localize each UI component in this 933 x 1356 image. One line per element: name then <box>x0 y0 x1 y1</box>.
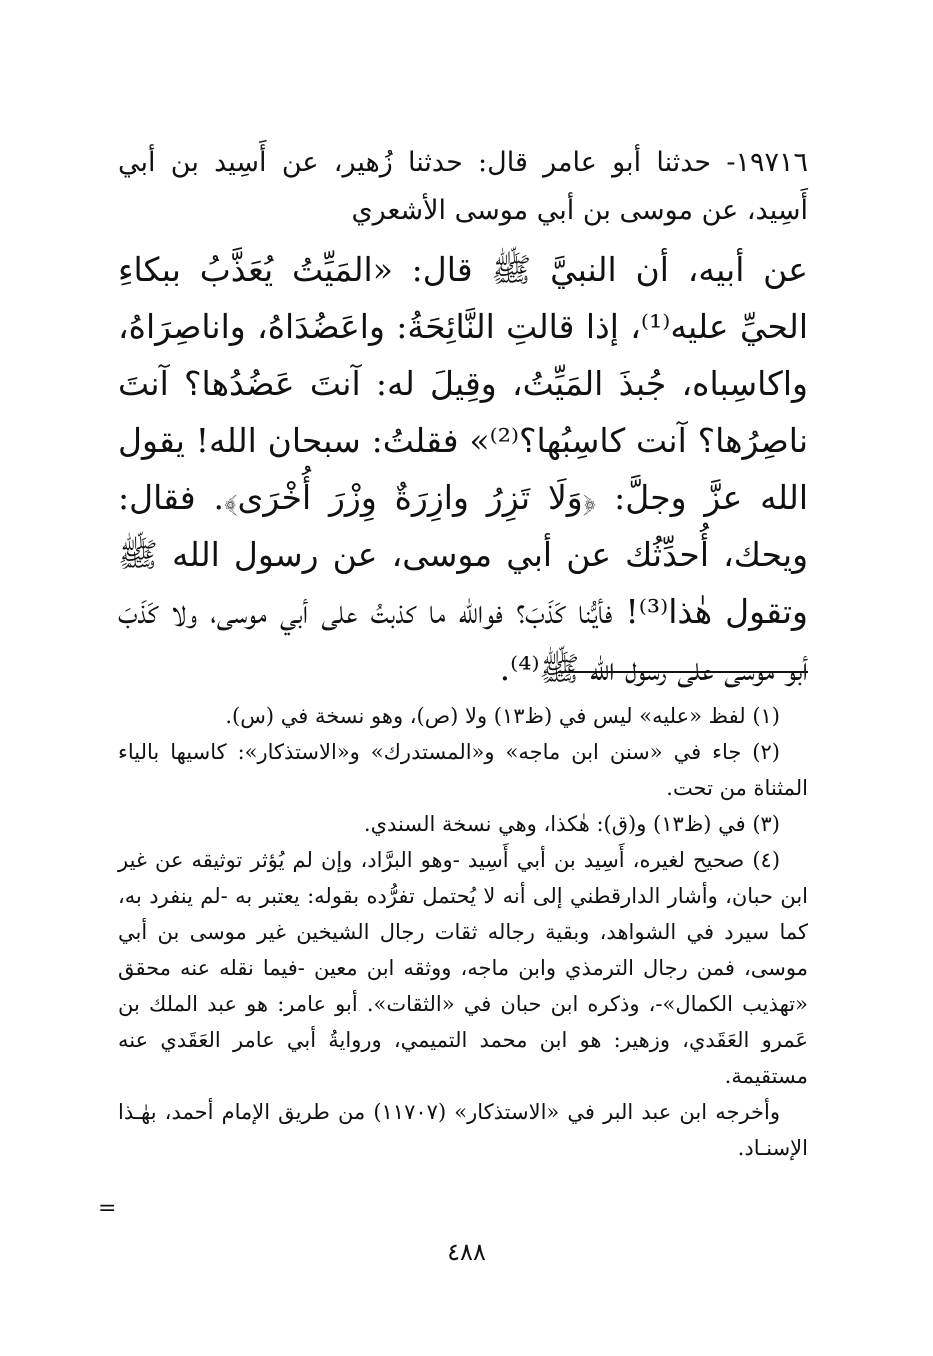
continuation-mark: = <box>98 1196 117 1221</box>
page-number: ٤٨٨ <box>447 1238 486 1266</box>
footnote-2: (٢) جاء في «سنن ابن ماجه» و«المستدرك» و«الاستذكار»: كاسيها بالياء المثناة من تحت. <box>118 740 808 800</box>
footnote-1: (١) لفظ «عليه» ليس في (ظ١٣) ولا (ص)، وهو نسخة في (س). <box>225 704 780 728</box>
hadith-text: عن أبيه، أن النبيَّ ﷺ قال: «المَيِّتُ يُعَذَّبُ ببكاءِ الحيِّ عليه⁽¹⁾، إذا قالتِ النَّائِحَةُ: واعَضُدَاهُ، واناصِرَاهُ، واكاسِباه، جُبذَ المَيِّتُ، وقِيلَ له: آنتَ عَضُدُها؟ آنتَ ناصِرُها؟ آنت كاسِبُها؟⁽²⁾» فقلتُ: سبحان الله! يقول الله عزَّ وجلَّ: ﴿وَلَا تَزِرُ وازِرَةٌ وِزْرَ أُخْرَى﴾. فقال: ويحك، أُحدِّثُك عن أبي موسى، عن رسول الله ﷺ وتقول هٰذا⁽³⁾! فأيُّنا كَذَبَ؟ فوالله ما كذبتُ على أبي موسى، ولا كَذَبَ أبو موسى على رسول الله ﷺ⁽⁴⁾. <box>118 250 809 688</box>
hadith-heading: ١٩٧١٦- حدثنا أبو عامر قال: حدثنا زُهير، عن أَسِيد بن أبي أَسِيد، عن موسى بن أبي موسى الأشعري <box>118 147 808 226</box>
footnotes <box>118 698 808 1166</box>
footnote-divider <box>558 671 808 673</box>
footnote-4: (٤) صحيح لغيره، أَسِيد بن أبي أَسِيد -وهو البرَّاد، وإن لم يُؤثر توثيقه عن غير ابن حبان، وأشار الدارقطني إلى أنه لا يُحتمل تفرُّده بقوله: يعتبر به -لم ينفرد به، كما سيرد في الشواهد، وبقية رجاله ثقات رجال الشيخين غير موسى بن أبي موسى، فمن رجال الترمذي وابن ماجه، ووثقه ابن معين -فيما نقله عنه محقق «تهذيب الكمال»-، وذكره ابن حبان في «الثقات». أبو عامر: هو عبد الملك بن عَمرو العَقَدي، وزهير: هو ابن محمد التميمي، وروايةُ أبي عامر العَقَدي عنه مستقيمة. <box>118 848 808 1088</box>
footnote-3: (٣) في (ظ١٣) و(ق): هٰكذا، وهي نسخة السندي. <box>363 812 780 836</box>
footnote-4-continued: وأخرجه ابن عبد البر في «الاستذكار» (١١٧٠٧) من طريق الإمام أحمد، بهٰـذا الإسنـاد. <box>118 1100 808 1160</box>
